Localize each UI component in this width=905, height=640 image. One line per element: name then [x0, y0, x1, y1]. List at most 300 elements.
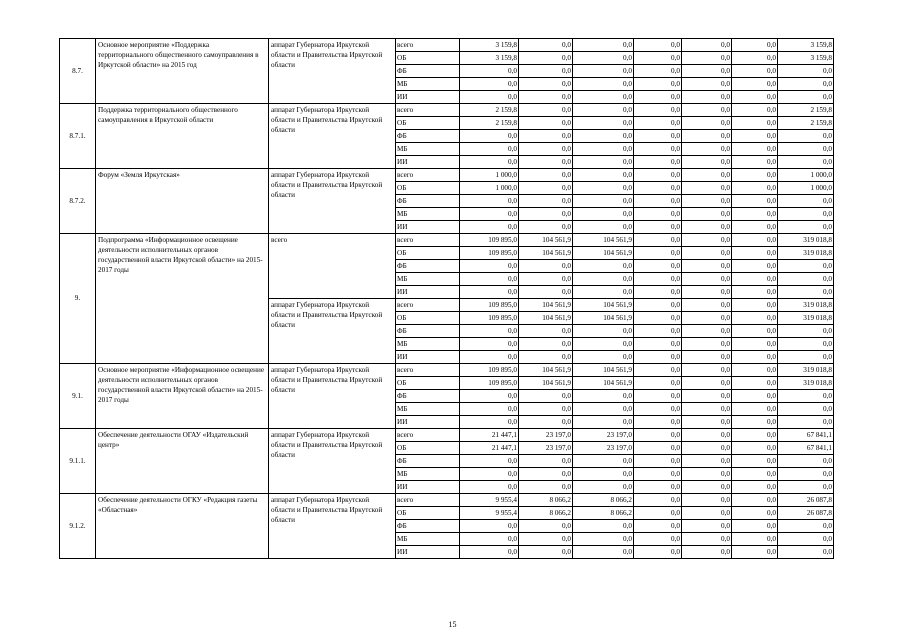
amount-cell: 0,0 — [732, 52, 778, 65]
amount-cell: 0,0 — [682, 351, 732, 364]
amount-cell: 0,0 — [519, 416, 573, 429]
amount-cell: 0,0 — [634, 416, 682, 429]
amount-cell: 0,0 — [634, 65, 682, 78]
amount-cell: 0,0 — [778, 390, 834, 403]
amount-cell: 104 561,9 — [573, 247, 634, 260]
amount-cell: 0,0 — [573, 520, 634, 533]
funding-source: ФБ — [396, 130, 460, 143]
amount-cell: 0,0 — [634, 338, 682, 351]
table-row — [60, 39, 834, 52]
funding-source: МБ — [396, 78, 460, 91]
item-number: 8.7. — [60, 39, 96, 104]
amount-cell: 0,0 — [519, 104, 573, 117]
amount-cell: 0,0 — [519, 52, 573, 65]
funding-source: МБ — [396, 143, 460, 156]
item-number: 9.1. — [60, 364, 96, 429]
amount-cell: 0,0 — [682, 468, 732, 481]
amount-cell: 0,0 — [682, 234, 732, 247]
amount-cell: 0,0 — [732, 312, 778, 325]
amount-cell: 0,0 — [634, 286, 682, 299]
amount-cell: 0,0 — [682, 104, 732, 117]
amount-cell: 0,0 — [573, 403, 634, 416]
amount-cell: 26 087,8 — [778, 494, 834, 507]
amount-cell: 0,0 — [682, 338, 732, 351]
amount-cell: 0,0 — [634, 104, 682, 117]
amount-cell: 0,0 — [682, 403, 732, 416]
amount-cell: 0,0 — [634, 130, 682, 143]
funding-source: всего — [396, 39, 460, 52]
amount-cell: 0,0 — [634, 468, 682, 481]
amount-cell: 8 066,2 — [573, 494, 634, 507]
amount-cell: 0,0 — [732, 494, 778, 507]
amount-cell: 0,0 — [634, 507, 682, 520]
amount-cell: 0,0 — [634, 169, 682, 182]
item-name: Обеспечение деятельности ОГКУ «Редакция газеты «Областная» — [96, 494, 269, 559]
funding-source: ФБ — [396, 325, 460, 338]
amount-cell: 0,0 — [732, 234, 778, 247]
item-name: Поддержка территориального общественного самоуправления в Иркутской области — [96, 104, 269, 169]
amount-cell: 0,0 — [519, 546, 573, 559]
amount-cell: 2 159,8 — [460, 104, 519, 117]
funding-source: ФБ — [396, 65, 460, 78]
amount-cell: 0,0 — [519, 208, 573, 221]
amount-cell: 0,0 — [682, 221, 732, 234]
item-name: Подпрограмма «Информационное освещение деятельности исполнительных органов государственной власти Иркутской области» на 2015-2017 годы — [96, 234, 269, 364]
funding-source: всего — [396, 364, 460, 377]
amount-cell: 0,0 — [732, 221, 778, 234]
amount-cell: 23 197,0 — [573, 442, 634, 455]
amount-cell: 0,0 — [682, 507, 732, 520]
amount-cell: 0,0 — [519, 156, 573, 169]
amount-cell: 0,0 — [519, 468, 573, 481]
amount-cell: 0,0 — [682, 273, 732, 286]
item-executor: аппарат Губернатора Иркутской области и Правительства Иркутской области — [269, 39, 396, 104]
amount-cell: 319 018,8 — [778, 377, 834, 390]
funding-source: всего — [396, 494, 460, 507]
amount-cell: 0,0 — [732, 507, 778, 520]
amount-cell: 0,0 — [634, 312, 682, 325]
amount-cell: 0,0 — [573, 325, 634, 338]
amount-cell: 2 159,8 — [778, 117, 834, 130]
funding-source: МБ — [396, 468, 460, 481]
amount-cell: 0,0 — [460, 455, 519, 468]
amount-cell: 0,0 — [634, 429, 682, 442]
amount-cell: 0,0 — [519, 117, 573, 130]
amount-cell: 0,0 — [460, 195, 519, 208]
amount-cell: 0,0 — [732, 78, 778, 91]
amount-cell: 67 841,1 — [778, 429, 834, 442]
amount-cell: 0,0 — [732, 195, 778, 208]
amount-cell: 0,0 — [682, 182, 732, 195]
amount-cell: 21 447,1 — [460, 442, 519, 455]
amount-cell: 8 066,2 — [519, 494, 573, 507]
item-executor: аппарат Губернатора Иркутской области и Правительства Иркутской области — [269, 429, 396, 494]
amount-cell: 0,0 — [732, 208, 778, 221]
amount-cell: 0,0 — [460, 468, 519, 481]
amount-cell: 8 066,2 — [573, 507, 634, 520]
amount-cell: 0,0 — [573, 351, 634, 364]
amount-cell: 0,0 — [732, 104, 778, 117]
amount-cell: 0,0 — [732, 299, 778, 312]
amount-cell: 0,0 — [634, 221, 682, 234]
amount-cell: 0,0 — [519, 403, 573, 416]
amount-cell: 0,0 — [682, 39, 732, 52]
amount-cell: 0,0 — [778, 156, 834, 169]
funding-source: МБ — [396, 403, 460, 416]
amount-cell: 0,0 — [732, 39, 778, 52]
amount-cell: 0,0 — [778, 208, 834, 221]
amount-cell: 0,0 — [682, 91, 732, 104]
amount-cell: 0,0 — [519, 325, 573, 338]
amount-cell: 0,0 — [573, 286, 634, 299]
amount-cell: 0,0 — [732, 533, 778, 546]
amount-cell: 0,0 — [573, 221, 634, 234]
funding-source: ОБ — [396, 312, 460, 325]
amount-cell: 0,0 — [573, 208, 634, 221]
amount-cell: 0,0 — [573, 117, 634, 130]
amount-cell: 0,0 — [460, 273, 519, 286]
item-number: 9. — [60, 234, 96, 364]
amount-cell: 0,0 — [460, 208, 519, 221]
amount-cell: 0,0 — [732, 325, 778, 338]
funding-source: ИИ — [396, 156, 460, 169]
amount-cell: 0,0 — [519, 351, 573, 364]
amount-cell: 0,0 — [460, 325, 519, 338]
table-row — [60, 494, 834, 507]
amount-cell: 0,0 — [460, 390, 519, 403]
amount-cell: 0,0 — [732, 377, 778, 390]
amount-cell: 0,0 — [573, 130, 634, 143]
amount-cell: 0,0 — [682, 260, 732, 273]
amount-cell: 0,0 — [634, 52, 682, 65]
amount-cell: 0,0 — [732, 260, 778, 273]
amount-cell: 104 561,9 — [573, 312, 634, 325]
amount-cell: 0,0 — [573, 169, 634, 182]
amount-cell: 0,0 — [682, 494, 732, 507]
amount-cell: 0,0 — [732, 546, 778, 559]
amount-cell: 0,0 — [634, 364, 682, 377]
table-body — [60, 39, 834, 559]
amount-cell: 0,0 — [519, 195, 573, 208]
amount-cell: 0,0 — [519, 78, 573, 91]
amount-cell: 23 197,0 — [573, 429, 634, 442]
amount-cell: 0,0 — [519, 273, 573, 286]
item-name: Основное мероприятие «Поддержка территориального общественного самоуправления в Иркутской области» на 2015 год — [96, 39, 269, 104]
funding-source: ФБ — [396, 455, 460, 468]
funding-source: МБ — [396, 338, 460, 351]
amount-cell: 21 447,1 — [460, 429, 519, 442]
amount-cell: 2 159,8 — [778, 104, 834, 117]
amount-cell: 0,0 — [573, 65, 634, 78]
funding-source: ОБ — [396, 442, 460, 455]
amount-cell: 0,0 — [634, 533, 682, 546]
amount-cell: 109 895,0 — [460, 312, 519, 325]
funding-source: МБ — [396, 273, 460, 286]
item-number: 9.1.2. — [60, 494, 96, 559]
amount-cell: 0,0 — [732, 481, 778, 494]
amount-cell: 0,0 — [634, 481, 682, 494]
funding-source: ОБ — [396, 182, 460, 195]
amount-cell: 0,0 — [682, 52, 732, 65]
amount-cell: 0,0 — [682, 455, 732, 468]
amount-cell: 0,0 — [634, 325, 682, 338]
amount-cell: 0,0 — [460, 546, 519, 559]
amount-cell: 0,0 — [682, 299, 732, 312]
amount-cell: 0,0 — [573, 195, 634, 208]
amount-cell: 104 561,9 — [519, 247, 573, 260]
funding-source: ИИ — [396, 286, 460, 299]
funding-source: ОБ — [396, 507, 460, 520]
amount-cell: 0,0 — [573, 104, 634, 117]
amount-cell: 0,0 — [732, 65, 778, 78]
amount-cell: 0,0 — [732, 455, 778, 468]
amount-cell: 0,0 — [573, 91, 634, 104]
item-executor: аппарат Губернатора Иркутской области и Правительства Иркутской области — [269, 494, 396, 559]
amount-cell: 9 955,4 — [460, 494, 519, 507]
item-number: 8.7.2. — [60, 169, 96, 234]
amount-cell: 104 561,9 — [573, 377, 634, 390]
item-executor: аппарат Губернатора Иркутской области и Правительства Иркутской области — [269, 364, 396, 429]
amount-cell: 0,0 — [778, 338, 834, 351]
amount-cell: 0,0 — [778, 195, 834, 208]
amount-cell: 104 561,9 — [519, 299, 573, 312]
amount-cell: 0,0 — [519, 143, 573, 156]
amount-cell: 0,0 — [682, 520, 732, 533]
amount-cell: 0,0 — [519, 260, 573, 273]
amount-cell: 8 066,2 — [519, 507, 573, 520]
amount-cell: 0,0 — [732, 403, 778, 416]
funding-source: ФБ — [396, 520, 460, 533]
amount-cell: 0,0 — [634, 182, 682, 195]
funding-source: всего — [396, 299, 460, 312]
funding-source: ОБ — [396, 377, 460, 390]
amount-cell: 0,0 — [732, 182, 778, 195]
amount-cell: 0,0 — [634, 208, 682, 221]
amount-cell: 67 841,1 — [778, 442, 834, 455]
funding-source: всего — [396, 234, 460, 247]
amount-cell: 1 000,0 — [460, 169, 519, 182]
amount-cell: 0,0 — [573, 455, 634, 468]
amount-cell: 0,0 — [682, 533, 732, 546]
amount-cell: 0,0 — [634, 156, 682, 169]
funding-source: ИИ — [396, 91, 460, 104]
amount-cell: 0,0 — [573, 416, 634, 429]
funding-source: всего — [396, 429, 460, 442]
amount-cell: 0,0 — [778, 455, 834, 468]
amount-cell: 0,0 — [778, 520, 834, 533]
amount-cell: 0,0 — [519, 130, 573, 143]
amount-cell: 0,0 — [519, 39, 573, 52]
page-number: 15 — [448, 620, 457, 629]
amount-cell: 0,0 — [634, 442, 682, 455]
amount-cell: 0,0 — [519, 481, 573, 494]
amount-cell: 0,0 — [732, 442, 778, 455]
amount-cell: 109 895,0 — [460, 299, 519, 312]
table-row — [60, 429, 834, 442]
amount-cell: 0,0 — [460, 416, 519, 429]
amount-cell: 0,0 — [732, 520, 778, 533]
amount-cell: 0,0 — [573, 468, 634, 481]
funding-source: ФБ — [396, 195, 460, 208]
amount-cell: 104 561,9 — [519, 364, 573, 377]
amount-cell: 0,0 — [682, 195, 732, 208]
amount-cell: 0,0 — [682, 117, 732, 130]
amount-cell: 104 561,9 — [519, 234, 573, 247]
amount-cell: 104 561,9 — [519, 312, 573, 325]
amount-cell: 319 018,8 — [778, 364, 834, 377]
amount-cell: 0,0 — [732, 351, 778, 364]
amount-cell: 0,0 — [460, 533, 519, 546]
amount-cell: 0,0 — [682, 364, 732, 377]
amount-cell: 0,0 — [732, 169, 778, 182]
amount-cell: 0,0 — [682, 442, 732, 455]
amount-cell: 0,0 — [732, 156, 778, 169]
amount-cell: 0,0 — [519, 338, 573, 351]
amount-cell: 1 000,0 — [778, 182, 834, 195]
amount-cell: 0,0 — [682, 247, 732, 260]
funding-source: ИИ — [396, 416, 460, 429]
amount-cell: 0,0 — [460, 78, 519, 91]
amount-cell: 0,0 — [732, 117, 778, 130]
table-row — [60, 364, 834, 377]
amount-cell: 1 000,0 — [778, 169, 834, 182]
amount-cell: 0,0 — [519, 455, 573, 468]
amount-cell: 9 955,4 — [460, 507, 519, 520]
item-executor: аппарат Губернатора Иркутской области и Правительства Иркутской области — [269, 104, 396, 169]
amount-cell: 0,0 — [573, 156, 634, 169]
amount-cell: 0,0 — [682, 143, 732, 156]
amount-cell: 0,0 — [778, 533, 834, 546]
amount-cell: 23 197,0 — [519, 442, 573, 455]
amount-cell: 0,0 — [732, 364, 778, 377]
funding-source: МБ — [396, 208, 460, 221]
table-row — [60, 169, 834, 182]
amount-cell: 0,0 — [519, 169, 573, 182]
amount-cell: 0,0 — [460, 91, 519, 104]
amount-cell: 0,0 — [732, 273, 778, 286]
amount-cell: 0,0 — [519, 520, 573, 533]
amount-cell: 0,0 — [778, 325, 834, 338]
amount-cell: 0,0 — [682, 65, 732, 78]
amount-cell: 3 159,8 — [460, 52, 519, 65]
funding-source: ИИ — [396, 351, 460, 364]
funding-source: ИИ — [396, 546, 460, 559]
amount-cell: 0,0 — [732, 247, 778, 260]
amount-cell: 0,0 — [519, 65, 573, 78]
amount-cell: 0,0 — [573, 533, 634, 546]
amount-cell: 109 895,0 — [460, 377, 519, 390]
amount-cell: 3 159,8 — [778, 39, 834, 52]
amount-cell: 109 895,0 — [460, 364, 519, 377]
funding-source: всего — [396, 104, 460, 117]
amount-cell: 0,0 — [682, 78, 732, 91]
amount-cell: 104 561,9 — [573, 299, 634, 312]
amount-cell: 0,0 — [778, 468, 834, 481]
funding-source: ИИ — [396, 481, 460, 494]
amount-cell: 0,0 — [634, 143, 682, 156]
amount-cell: 0,0 — [634, 403, 682, 416]
amount-cell: 0,0 — [634, 455, 682, 468]
amount-cell: 0,0 — [778, 143, 834, 156]
funding-source: МБ — [396, 533, 460, 546]
amount-cell: 0,0 — [460, 403, 519, 416]
amount-cell: 3 159,8 — [460, 39, 519, 52]
amount-cell: 0,0 — [682, 546, 732, 559]
amount-cell: 0,0 — [460, 520, 519, 533]
amount-cell: 0,0 — [460, 481, 519, 494]
amount-cell: 0,0 — [778, 403, 834, 416]
amount-cell: 0,0 — [732, 338, 778, 351]
amount-cell: 0,0 — [778, 91, 834, 104]
table-row — [60, 234, 834, 247]
amount-cell: 0,0 — [682, 169, 732, 182]
amount-cell: 0,0 — [778, 416, 834, 429]
amount-cell: 0,0 — [732, 429, 778, 442]
item-number: 8.7.1. — [60, 104, 96, 169]
budget-table — [59, 38, 834, 559]
amount-cell: 0,0 — [460, 338, 519, 351]
item-name: Обеспечение деятельности ОГАУ «Издательский центр» — [96, 429, 269, 494]
amount-cell: 0,0 — [573, 338, 634, 351]
funding-source: всего — [396, 169, 460, 182]
item-executor: аппарат Губернатора Иркутской области и Правительства Иркутской области — [269, 299, 396, 364]
amount-cell: 0,0 — [519, 182, 573, 195]
amount-cell: 0,0 — [460, 221, 519, 234]
amount-cell: 2 159,8 — [460, 117, 519, 130]
amount-cell: 0,0 — [519, 221, 573, 234]
amount-cell: 0,0 — [732, 390, 778, 403]
item-executor: аппарат Губернатора Иркутской области и Правительства Иркутской области — [269, 169, 396, 234]
amount-cell: 0,0 — [634, 195, 682, 208]
amount-cell: 104 561,9 — [573, 364, 634, 377]
amount-cell: 0,0 — [682, 208, 732, 221]
amount-cell: 0,0 — [634, 247, 682, 260]
amount-cell: 0,0 — [732, 468, 778, 481]
funding-source: ОБ — [396, 52, 460, 65]
amount-cell: 0,0 — [573, 52, 634, 65]
amount-cell: 0,0 — [634, 520, 682, 533]
funding-source: ОБ — [396, 117, 460, 130]
funding-source: ИИ — [396, 221, 460, 234]
amount-cell: 109 895,0 — [460, 234, 519, 247]
funding-source: ФБ — [396, 260, 460, 273]
amount-cell: 0,0 — [682, 390, 732, 403]
amount-cell: 0,0 — [682, 130, 732, 143]
amount-cell: 0,0 — [682, 429, 732, 442]
amount-cell: 0,0 — [778, 286, 834, 299]
amount-cell: 0,0 — [778, 130, 834, 143]
amount-cell: 0,0 — [634, 377, 682, 390]
amount-cell: 3 159,8 — [778, 52, 834, 65]
item-name: Форум «Земля Иркутская» — [96, 169, 269, 234]
amount-cell: 0,0 — [634, 546, 682, 559]
amount-cell: 0,0 — [778, 273, 834, 286]
amount-cell: 0,0 — [634, 91, 682, 104]
amount-cell: 109 895,0 — [460, 247, 519, 260]
amount-cell: 0,0 — [682, 286, 732, 299]
item-name: Основное мероприятие «Информационное освещение деятельности исполнительных органов государственной власти Иркутской области» на 2015-2017 годы — [96, 364, 269, 429]
amount-cell: 0,0 — [682, 481, 732, 494]
amount-cell: 0,0 — [573, 390, 634, 403]
amount-cell: 0,0 — [634, 351, 682, 364]
amount-cell: 0,0 — [573, 273, 634, 286]
amount-cell: 1 000,0 — [460, 182, 519, 195]
amount-cell: 0,0 — [573, 182, 634, 195]
amount-cell: 0,0 — [460, 130, 519, 143]
amount-cell: 0,0 — [460, 260, 519, 273]
amount-cell: 0,0 — [460, 143, 519, 156]
item-number: 9.1.1. — [60, 429, 96, 494]
